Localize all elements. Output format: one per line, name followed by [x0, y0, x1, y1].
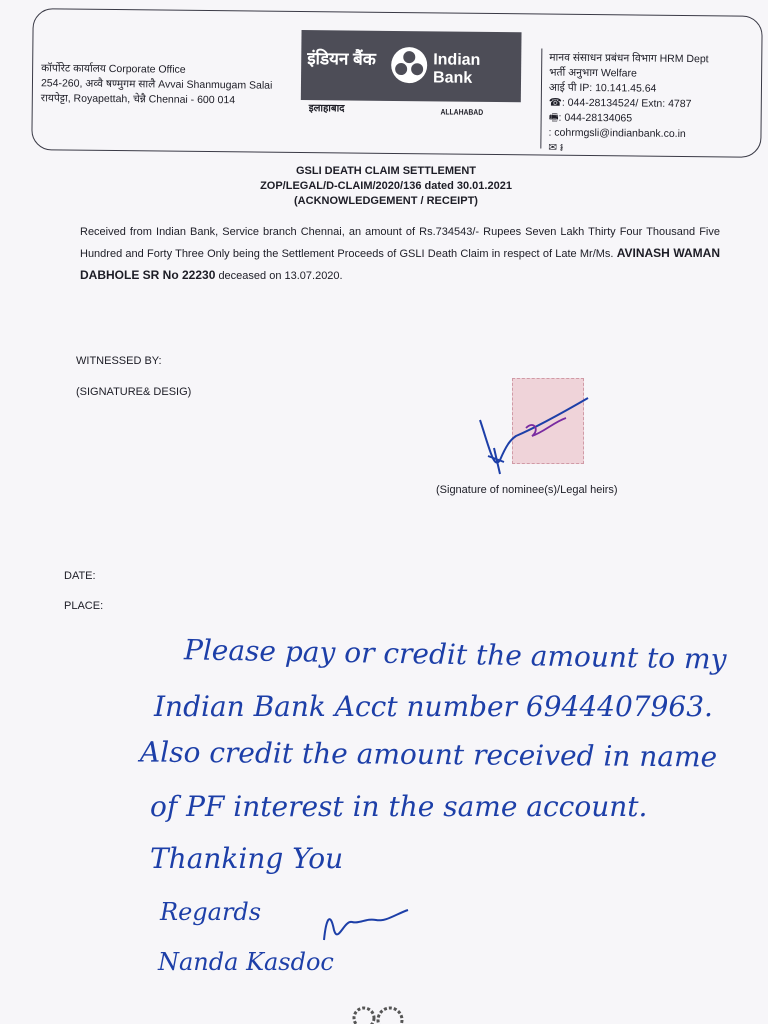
deceased-name: AVINASH WAMAN DABHOLE SR No 22230 — [80, 246, 721, 282]
dept-line: आई पी IP: 10.141.45.64 — [548, 81, 657, 95]
receipt-text-end: deceased on 13.07.2020. — [218, 270, 343, 282]
letterhead-divider — [540, 49, 542, 149]
title-line: (ACKNOWLEDGEMENT / RECEIPT) — [294, 195, 478, 207]
handwritten-line: Regards — [160, 898, 262, 926]
witnessed-by-label: WITNESSED BY: — [76, 355, 162, 367]
handwritten-line: Thanking You — [150, 842, 344, 875]
handwritten-signature — [316, 900, 412, 950]
dept-line: मानव संसाधन प्रबंधन विभाग HRM Dept — [549, 51, 709, 66]
receipt-body — [80, 222, 720, 287]
handwritten-line: Nanda Kasdoc — [158, 948, 334, 976]
bank-emblem-icon — [389, 43, 430, 92]
nominee-signature-caption: (Signature of nominee(s)/Legal heirs) — [436, 484, 618, 496]
gear-icon — [348, 1000, 418, 1024]
allahabad-label: ALLAHABAD — [440, 107, 484, 117]
hrm-dept-contact — [548, 51, 708, 158]
signature-desig-label: (SIGNATURE& DESIG) — [76, 386, 192, 398]
dept-line: ☎: 044-28134524/ Extn: 4787 — [548, 96, 692, 111]
bank-name: Indian Bank — [432, 51, 481, 87]
bank-name-hindi: इंडियन बैंक — [307, 49, 376, 69]
dept-line: ✉ ៛ — [548, 141, 564, 154]
office-line: कॉर्पोरेट कार्यालय Corporate Office — [41, 62, 186, 76]
letterhead — [31, 8, 762, 158]
place-label: PLACE: — [64, 600, 104, 612]
handwritten-line: Indian Bank Acct number 6944407963. — [154, 690, 713, 723]
receipt-text: Received from Indian Bank, Service branch Chennai, an amount of Rs.734543/- Rupees Seven Lakh Thirty Four Thousand Five Hundred and Forty Three Only being the Settlement Proceeds of GSLI Death Claim in respect of Late Mr/Ms. — [80, 226, 720, 260]
office-line: रायपेट्टा, Royapettah, चेन्नै Chennai - 600 014 — [40, 92, 236, 107]
title-reference: ZOP/LEGAL/D-CLAIM/2020/136 dated 30.01.2021 — [260, 180, 512, 192]
handwritten-line: Also credit the amount received in name — [139, 735, 718, 774]
handwritten-line: Please pay or credit the amount to my — [183, 633, 727, 676]
dept-line: भर्ती अनुभाग Welfare — [549, 66, 637, 80]
bank-logo — [301, 30, 522, 102]
handwritten-line: of PF interest in the same account. — [150, 790, 648, 823]
dept-line: 🖷: 044-28134065 — [548, 111, 633, 125]
document-title — [236, 164, 536, 209]
office-line: 254-260, अव्वै षण्मुगम सालै Avvai Shanmugam Salai — [40, 77, 273, 92]
dept-line: : cohrmgsli@indianbank.co.in — [548, 126, 686, 141]
date-label: DATE: — [64, 570, 96, 582]
allahabad-hindi: इलाहाबाद — [308, 103, 345, 115]
title-line: GSLI DEATH CLAIM SETTLEMENT — [295, 165, 477, 177]
corporate-office-address — [41, 61, 273, 108]
nominee-signature — [470, 390, 610, 490]
